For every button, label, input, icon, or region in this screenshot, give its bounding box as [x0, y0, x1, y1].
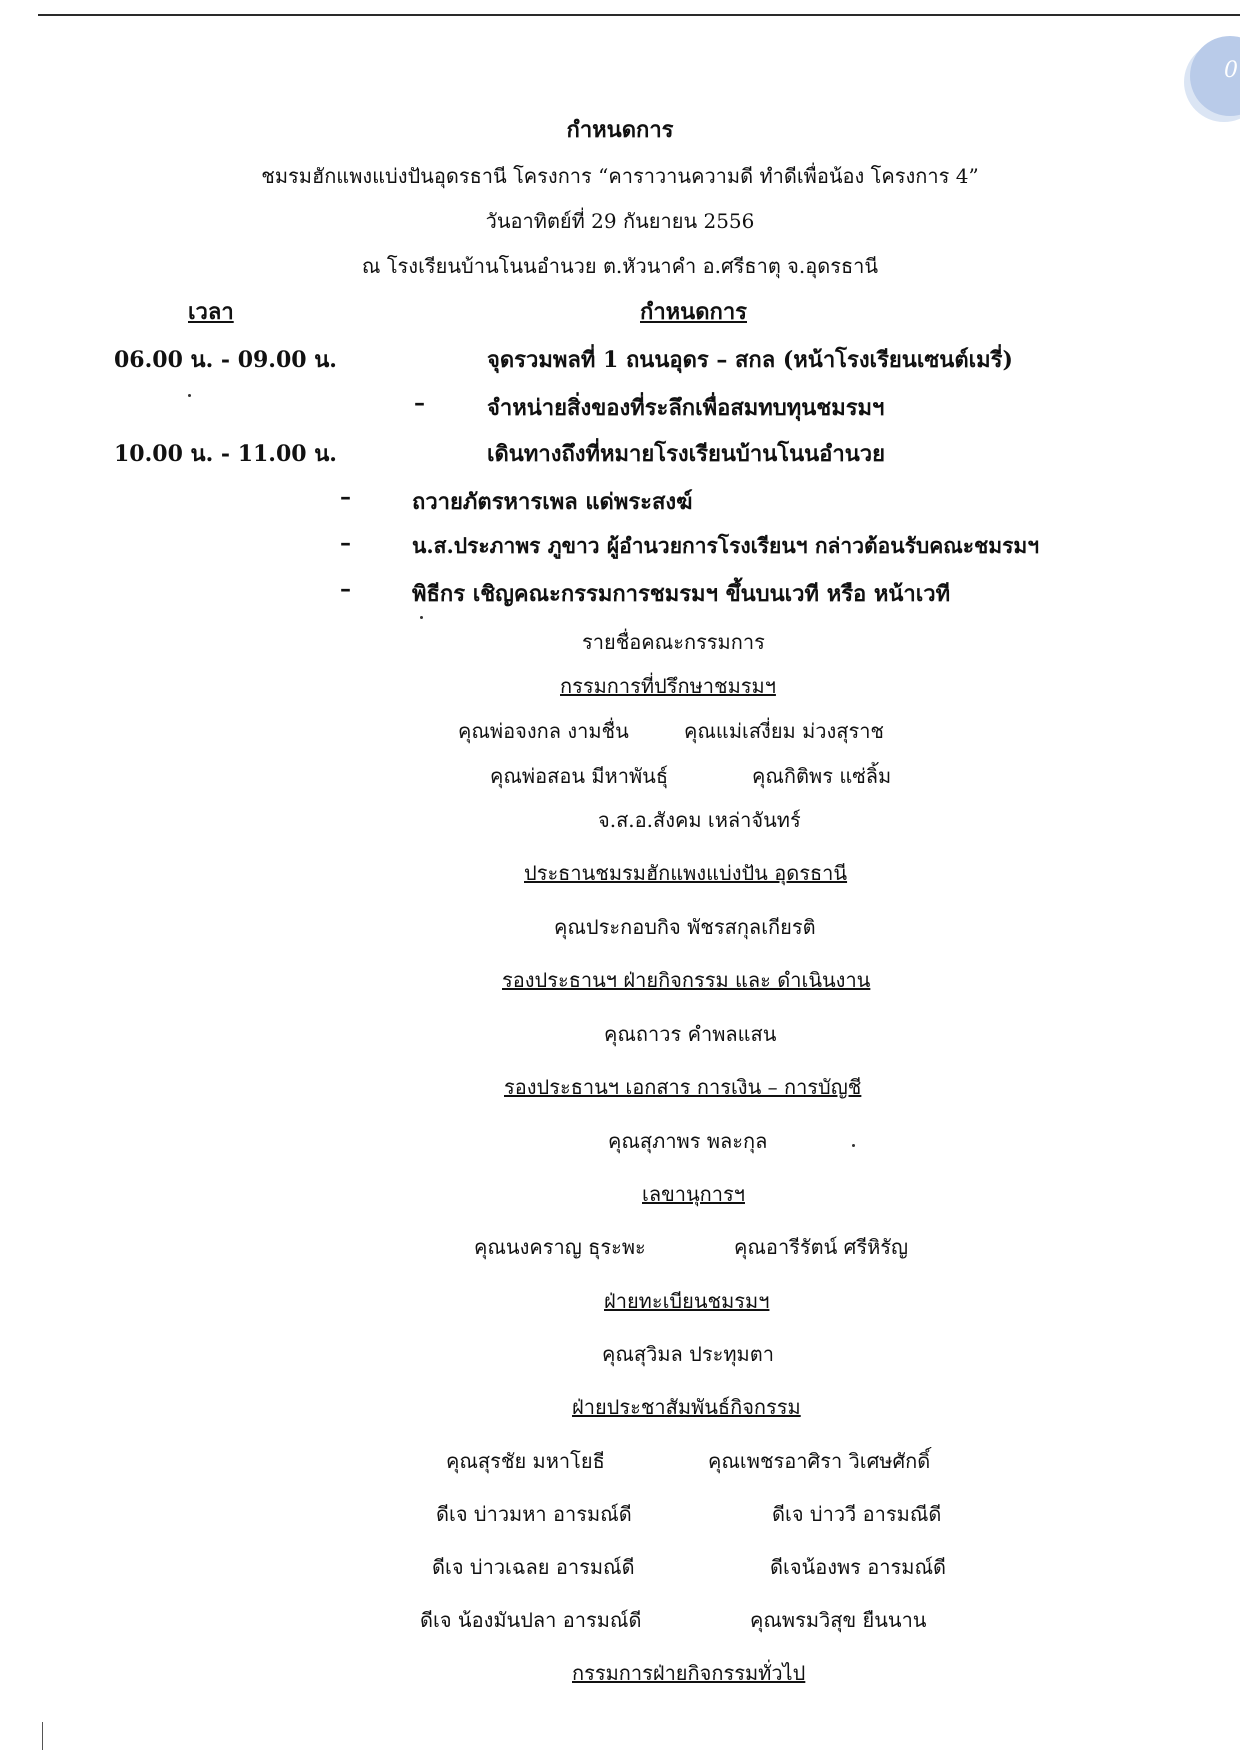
secretary-name: คุณนงคราญ ธุระพะ [474, 1235, 646, 1259]
advisor-name: คุณแม่เสงี่ยม ม่วงสุราช [684, 719, 885, 743]
agenda-item-2: จำหน่ายสิ่งของที่ระลึกเพื่อสมทบทุนชมรมฯ [487, 395, 885, 421]
scan-edge-mark [42, 1722, 43, 1750]
pr-member: ดีเจ น้องมันปลา อารมณ์ดี [420, 1608, 642, 1632]
pr-member: ดีเจ บ่าวเฉลย อารมณ์ดี [432, 1555, 635, 1579]
registration-name: คุณสุวิมล ประทุมตา [602, 1342, 774, 1366]
scan-speck [188, 394, 191, 397]
column-header-time: เวลา [188, 299, 234, 325]
vp-activity-title: รองประธานฯ ฝ่ายกิจกรรม และ ดำเนินงาน [502, 968, 871, 992]
bullet-dash: – [414, 390, 425, 416]
advisor-name: คุณพ่อสอน มีหาพันธุ์ [490, 764, 669, 788]
president-title: ประธานชมรมฮักแพงแบ่งปัน อุดรธานี [524, 861, 848, 885]
agenda-item-4: ถวายภัตรหารเพล แด่พระสงฆ์ [412, 489, 693, 515]
advisor-name: จ.ส.อ.สังคม เหล่าจันทร์ [598, 808, 801, 832]
page-number-badge [1190, 36, 1240, 116]
column-header-agenda: กำหนดการ [640, 299, 747, 325]
pr-member: คุณสุรชัย มหาโยธี [446, 1449, 605, 1473]
time-slot-1: 06.00 น. - 09.00 น. [114, 347, 337, 373]
agenda-item-1: จุดรวมพลที่ 1 ถนนอุดร – สกล (หน้าโรงเรียนเซนต์เมรี่) [487, 347, 1013, 373]
vp-finance-name: คุณสุภาพร พละกุล [608, 1129, 768, 1153]
advisor-name: คุณพ่อจงกล งามชื่น [458, 719, 629, 743]
bullet-dash: – [340, 530, 351, 556]
time-slot-2: 10.00 น. - 11.00 น. [114, 441, 337, 467]
pr-member: คุณพรมวิสุข ยืนนาน [750, 1608, 927, 1632]
committee-heading: รายชื่อคณะกรรมการ [582, 630, 765, 654]
advisor-name: คุณกิติพร แซ่ลิ้ม [752, 764, 892, 788]
scan-speck [852, 1144, 855, 1147]
pr-title: ฝ่ายประชาสัมพันธ์กิจกรรม [572, 1395, 801, 1419]
pr-member: คุณเพชรอาศิรา วิเศษศักดิ์ [708, 1449, 931, 1473]
page-number: 0 [1224, 58, 1238, 83]
secretary-name: คุณอารีรัตน์ ศรีหิรัญ [734, 1235, 909, 1259]
vp-activity-name: คุณถาวร คำพลแสน [604, 1022, 777, 1046]
vp-finance-title: รองประธานฯ เอกสาร การเงิน – การบัญชี [504, 1075, 862, 1099]
registration-title: ฝ่ายทะเบียนชมรมฯ [604, 1289, 770, 1313]
president-name: คุณประกอบกิจ พัชรสกุลเกียรติ [554, 915, 816, 939]
bullet-dash: – [340, 576, 351, 602]
club-project-line: ชมรมฮักแพงแบ่งปันอุดรธานี โครงการ “คาราวานความดี ทำดีเพื่อน้อง โครงการ 4” [261, 164, 979, 188]
agenda-item-3: เดินทางถึงที่หมายโรงเรียนบ้านโนนอำนวย [487, 441, 885, 467]
general-committee-title: กรรมการฝ่ายกิจกรรมทั่วไป [572, 1661, 806, 1685]
venue-line: ณ โรงเรียนบ้านโนนอำนวย ต.หัวนาคำ อ.ศรีธาตุ จ.อุดรธานี [361, 254, 879, 278]
advisors-title: กรรมการที่ปรึกษาชมรมฯ [560, 674, 776, 698]
scan-speck [420, 616, 423, 619]
pr-member: ดีเจน้องพร อารมณ์ดี [770, 1555, 946, 1579]
date-line: วันอาทิตย์ที่ 29 กันยายน 2556 [485, 209, 755, 233]
secretary-title: เลขานุการฯ [642, 1182, 745, 1206]
pr-member: ดีเจ บ่าววี อารมณีดี [772, 1502, 942, 1526]
document-title: กำหนดการ [566, 117, 674, 143]
pr-member: ดีเจ บ่าวมหา อารมณ์ดี [436, 1502, 632, 1526]
bullet-dash: – [340, 484, 351, 510]
agenda-item-5: น.ส.ประภาพร ภูขาว ผู้อำนวยการโรงเรียนฯ กล่าวต้อนรับคณะชมรมฯ [412, 533, 1040, 558]
agenda-item-6: พิธีกร เชิญคณะกรรมการชมรมฯ ขึ้นบนเวที หรือ หน้าเวที [412, 581, 951, 607]
scan-top-border [38, 14, 1240, 16]
